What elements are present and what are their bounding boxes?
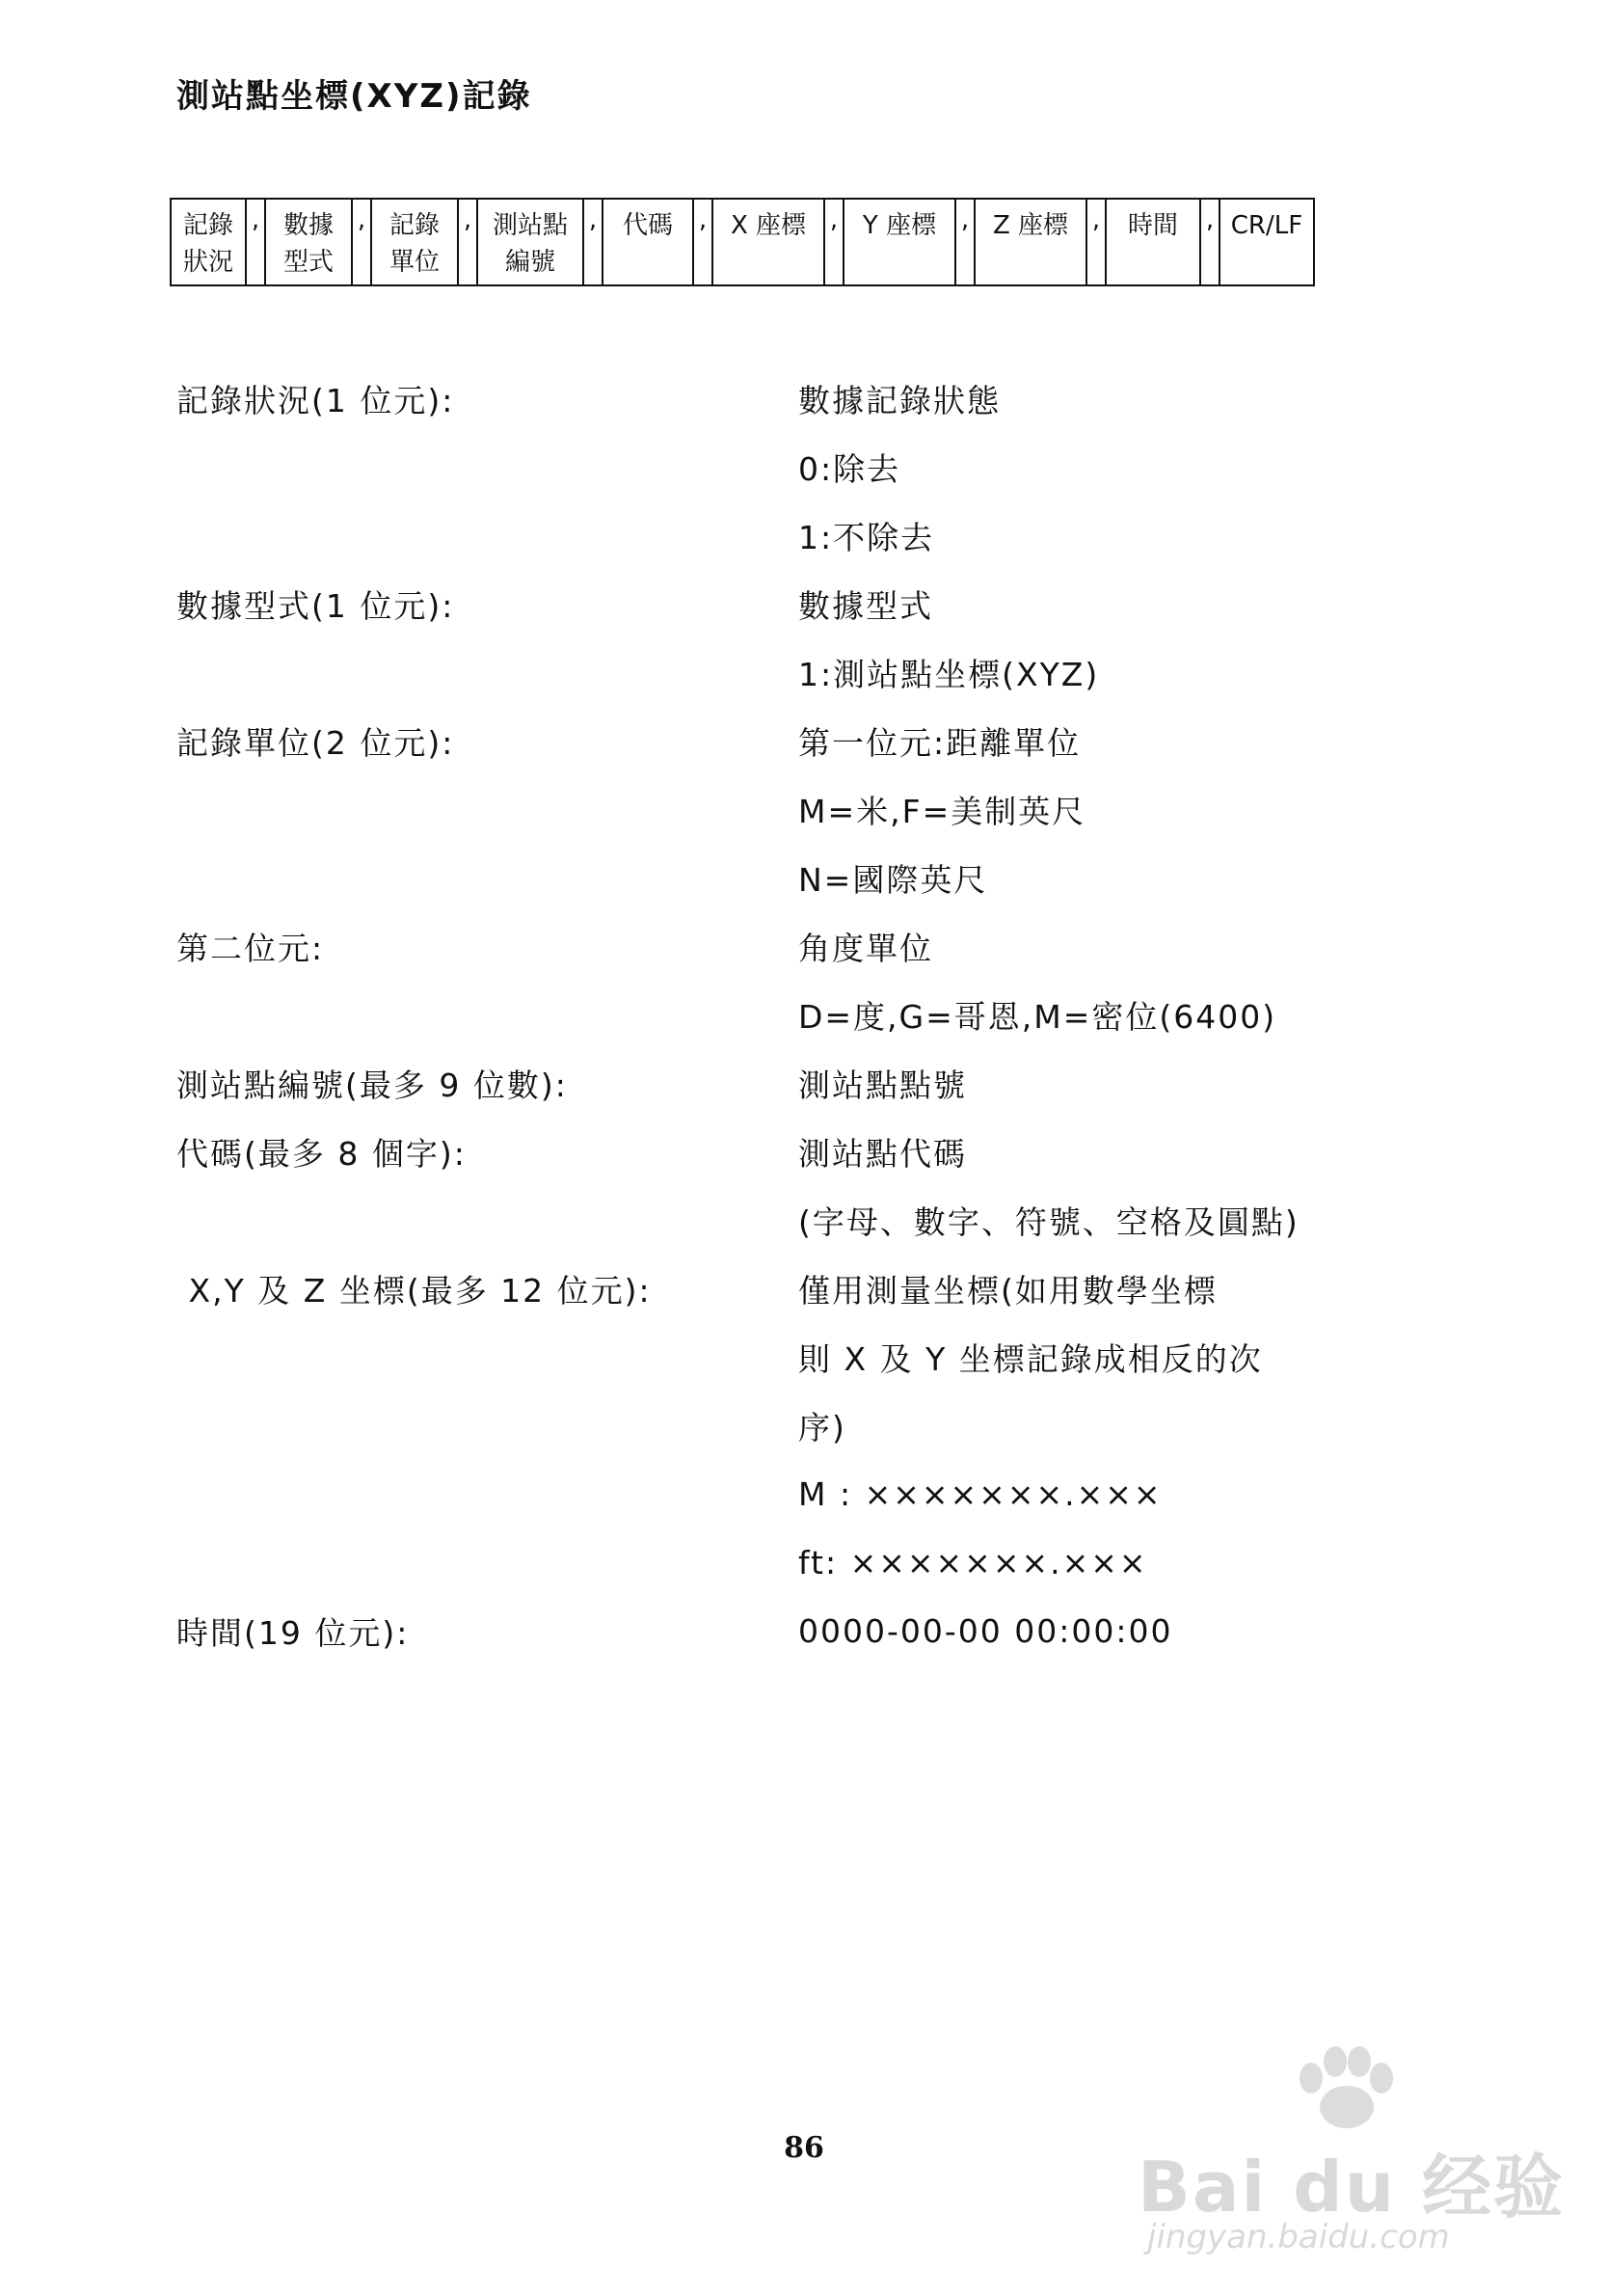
- field-cell: [843, 198, 956, 286]
- definition-row: [176, 1255, 1430, 1323]
- definition-row: [176, 775, 1430, 844]
- definition-desc: 數據記錄狀態: [798, 382, 1001, 419]
- definition-desc: 第一位元:距離單位: [798, 724, 1082, 762]
- field-cell: [974, 198, 1087, 286]
- field-cell-label: 記錄: [182, 211, 233, 240]
- field-cell: [602, 198, 694, 286]
- definition-term: X,Y 及 Z 坐標(最多 12 位元):: [176, 1272, 652, 1310]
- definition-term: 時間(19 位元):: [176, 1614, 410, 1652]
- definition-desc: ft: ×××××××.×××: [798, 1544, 1148, 1581]
- field-cell-label: 代碼: [622, 211, 673, 240]
- definition-row: [176, 1597, 1430, 1665]
- definition-desc: 測站點點號: [798, 1067, 967, 1104]
- definition-row: [176, 981, 1430, 1049]
- definition-row: [176, 1049, 1430, 1118]
- page-number: 86: [784, 2131, 824, 2165]
- watermark-logo: Bai du 经验: [1138, 2147, 1566, 2228]
- field-cell: [711, 198, 825, 286]
- baidu-watermark: [1138, 2044, 1581, 2266]
- definition-row: [176, 638, 1430, 707]
- definition-row: [176, 570, 1430, 638]
- definition-desc: 0:除去: [798, 450, 901, 488]
- definition-row: [176, 1323, 1430, 1391]
- field-cell-label: CR/LF: [1230, 211, 1303, 240]
- definition-desc: M=米,F=美制英尺: [798, 793, 1086, 830]
- definition-desc: 1:不除去: [798, 519, 935, 556]
- definition-desc: M : ×××××××.×××: [798, 1475, 1163, 1513]
- field-cell: [1105, 198, 1201, 286]
- field-cell-label: 編號: [504, 248, 555, 277]
- definition-row: [176, 1118, 1430, 1186]
- definition-row: [176, 1186, 1430, 1255]
- page-title: 測站點坐標(XYZ)記錄: [176, 77, 532, 116]
- definition-row: [176, 844, 1430, 912]
- field-cell-label: 數據: [282, 211, 334, 240]
- field-cell-label: Y 座標: [862, 211, 937, 240]
- definition-term: 測站點編號(最多 9 位數):: [176, 1067, 568, 1104]
- field-cell-label: 時間: [1127, 211, 1178, 240]
- field-cell-label: Z 座標: [992, 211, 1069, 240]
- definition-row: [176, 433, 1430, 501]
- field-separator: ,: [1201, 198, 1219, 286]
- field-separator: ,: [584, 198, 602, 286]
- record-format-table: [170, 198, 1404, 286]
- definition-desc: 1:測站點坐標(XYZ): [798, 656, 1100, 693]
- field-definitions: [176, 365, 1430, 1665]
- field-cell-label: 記錄: [389, 211, 440, 240]
- field-separator: ,: [1087, 198, 1105, 286]
- definition-desc: N=國際英尺: [798, 861, 988, 899]
- definition-row: [176, 707, 1430, 775]
- watermark-url: jingyan.baidu.com: [1147, 2218, 1450, 2256]
- definition-term: 代碼(最多 8 個字):: [176, 1135, 467, 1173]
- field-cell: [264, 198, 353, 286]
- definition-desc: 測站點代碼: [798, 1135, 967, 1173]
- paw-logo-icon: [1287, 2044, 1403, 2131]
- definition-term: 第二位元:: [176, 930, 325, 967]
- definition-term: 記錄單位(2 位元):: [176, 724, 455, 762]
- definition-desc: 僅用測量坐標(如用數學坐標: [798, 1272, 1218, 1310]
- field-separator: ,: [956, 198, 974, 286]
- definition-desc: 角度單位: [798, 930, 933, 967]
- definition-term: 數據型式(1 位元):: [176, 587, 455, 625]
- field-cell: [1219, 198, 1315, 286]
- field-separator: ,: [247, 198, 264, 286]
- definition-desc: (字母、數字、符號、空格及圓點): [798, 1203, 1300, 1241]
- definition-desc: 數據型式: [798, 587, 933, 625]
- definition-row: [176, 912, 1430, 981]
- field-cell-label: X 座標: [730, 211, 807, 240]
- field-separator: ,: [694, 198, 711, 286]
- field-cell-label: 型式: [282, 248, 334, 277]
- field-cell-label: 單位: [389, 248, 440, 277]
- field-cell: [170, 198, 247, 286]
- definition-row: [176, 365, 1430, 433]
- definition-term: 記錄狀況(1 位元):: [176, 382, 455, 419]
- field-separator: ,: [353, 198, 370, 286]
- definition-row: [176, 1460, 1430, 1528]
- field-cell: [476, 198, 584, 286]
- definition-row: [176, 1391, 1430, 1460]
- field-cell-label: 狀況: [182, 248, 233, 277]
- definition-desc: 則 X 及 Y 坐標記錄成相反的次: [798, 1340, 1263, 1378]
- field-separator: ,: [459, 198, 476, 286]
- definition-desc: 0000-00-00 00:00:00: [798, 1612, 1173, 1650]
- field-separator: ,: [825, 198, 843, 286]
- field-cell: [370, 198, 459, 286]
- definition-row: [176, 1528, 1430, 1597]
- definition-desc: 序): [798, 1409, 846, 1446]
- definition-row: [176, 501, 1430, 570]
- definition-desc: D=度,G=哥恩,M=密位(6400): [798, 998, 1277, 1036]
- field-cell-label: 測站點: [492, 211, 568, 240]
